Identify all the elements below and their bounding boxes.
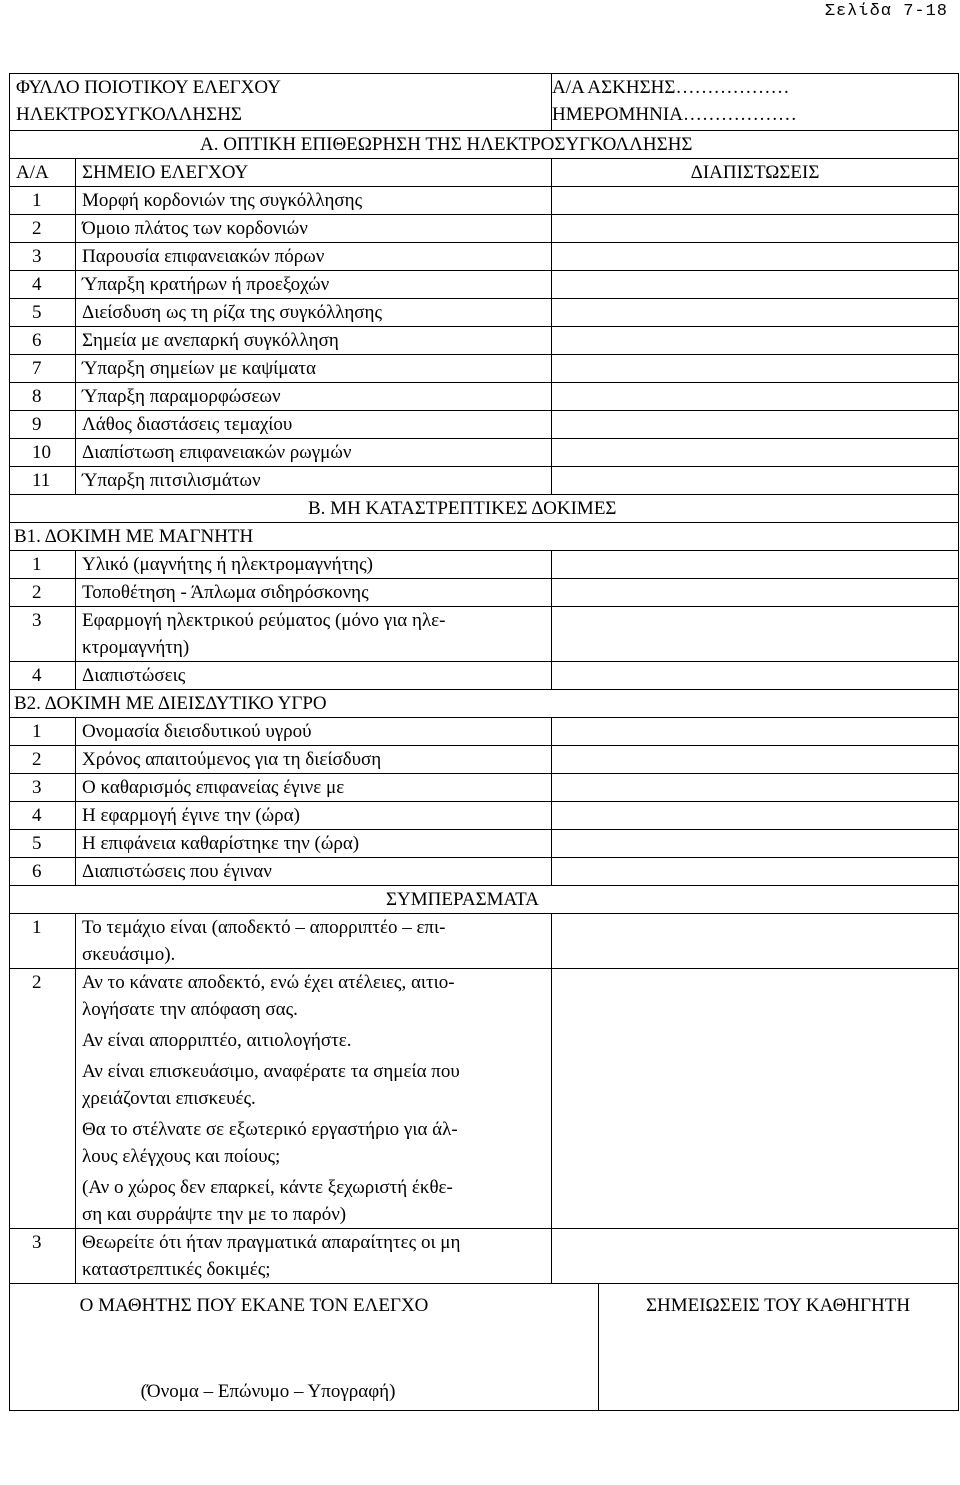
conclusion-row [10, 1229, 959, 1284]
inspection-item-text: Όμοιο πλάτος των κορδονιών [76, 215, 552, 243]
page-number-header: Σελίδα 7-18 [824, 2, 948, 21]
conclusion-question: Αν είναι απορριπτέο, αιτιολογήστε. [82, 1030, 352, 1051]
b2-item-text: Η επιφάνεια καθαρίστηκε την (ώρα) [76, 830, 552, 858]
inspection-item-no: 11 [10, 467, 76, 495]
inspection-item-text: Διείσδυση ως τη ρίζα της συγκόλλησης [76, 299, 552, 327]
b2-item-findings-field[interactable] [552, 718, 959, 746]
b2-item-findings-field[interactable] [552, 802, 959, 830]
b1-item-text: Υλικό (μαγνήτης ή ηλεκτρομαγνήτης) [76, 551, 552, 579]
conclusions-title: ΣΥΜΠΕΡΑΣΜΑΤΑ [10, 886, 959, 914]
inspection-item-findings-field[interactable] [552, 383, 959, 411]
inspection-item-row [10, 383, 959, 411]
column-header-check-point: ΣΗΜΕΙΟ ΕΛΕΓΧΟΥ [76, 159, 552, 187]
inspection-item-findings-field[interactable] [552, 411, 959, 439]
inspection-item-no: 3 [10, 243, 76, 271]
inspection-item-row [10, 327, 959, 355]
b1-item-row [10, 607, 959, 662]
conclusion-no: 3 [10, 1229, 76, 1284]
inspection-item-row [10, 299, 959, 327]
conclusion-question: Αν είναι επισκευάσιμο, αναφέρατε τα σημεία που χρειάζονται επισκευές. [82, 1061, 460, 1109]
b2-item-no: 1 [10, 718, 76, 746]
b2-item-findings-field[interactable] [552, 746, 959, 774]
inspection-item-row [10, 439, 959, 467]
section-a-header-row [10, 159, 959, 187]
b1-title: Β1. ΔΟΚΙΜΗ ΜΕ ΜΑΓΝΗΤΗ [10, 523, 959, 551]
conclusion-text: Θεωρείτε ότι ήταν πραγματικά απαραίτητες οι μη καταστρεπτικές δοκιμές; [76, 1229, 552, 1284]
b1-item-findings-field[interactable] [552, 579, 959, 607]
column-header-findings: ΔΙΑΠΙΣΤΩΣΕΙΣ [552, 159, 959, 187]
inspection-item-text: Διαπίστωση επιφανειακών ρωγμών [76, 439, 552, 467]
b2-item-findings-field[interactable] [552, 830, 959, 858]
section-b-title: Β. ΜΗ ΚΑΤΑΣΤΡΕΠΤΙΚΕΣ ΔΟΚΙΜΕΣ [10, 495, 959, 523]
form-body [10, 74, 959, 1411]
conclusion-text: Το τεμάχιο είναι (αποδεκτό – απορριπτέο – επι- σκευάσιμο). [76, 914, 552, 969]
b2-item-findings-field[interactable] [552, 858, 959, 886]
inspection-item-findings-field[interactable] [552, 327, 959, 355]
b1-item-text: Εφαρμογή ηλεκτρικού ρεύματος (μόνο για ηλε- κτρομαγνήτη) [76, 607, 552, 662]
conclusion-answer-field[interactable] [552, 1229, 959, 1284]
b2-item-no: 6 [10, 858, 76, 886]
inspection-item-row [10, 271, 959, 299]
b2-item-text: Διαπιστώσεις που έγιναν [76, 858, 552, 886]
inspection-item-text: Λάθος διαστάσεις τεμαχίου [76, 411, 552, 439]
section-a-title: Α. ΟΠΤΙΚΗ ΕΠΙΘΕΩΡΗΣΗ ΤΗΣ ΗΛΕΚΤΡΟΣΥΓΚΟΛΛΗΣΗΣ [10, 131, 959, 159]
conclusion-questions [76, 969, 552, 1229]
inspection-item-text: Μορφή κορδονιών της συγκόλλησης [76, 187, 552, 215]
inspection-item-findings-field[interactable] [552, 243, 959, 271]
b1-item-text: Τοποθέτηση - Άπλωμα σιδηρόσκονης [76, 579, 552, 607]
b2-item-text: Ονομασία διεισδυτικού υγρού [76, 718, 552, 746]
b2-item-row [10, 718, 959, 746]
signature-row [10, 1284, 959, 1411]
exercise-number-field[interactable]: Α/Α ΑΣΚΗΣΗΣ……………… [552, 77, 790, 98]
inspection-item-no: 9 [10, 411, 76, 439]
inspection-item-text: Ύπαρξη σημείων με καψίματα [76, 355, 552, 383]
inspection-item-row [10, 187, 959, 215]
inspection-item-text: Ύπαρξη πιτσιλισμάτων [76, 467, 552, 495]
teacher-notes-box[interactable] [599, 1284, 959, 1411]
inspection-item-no: 2 [10, 215, 76, 243]
b1-item-no: 1 [10, 551, 76, 579]
column-header-no: Α/Α [10, 159, 76, 187]
inspection-item-text: Ύπαρξη παραμορφώσεων [76, 383, 552, 411]
conclusions-title-row [10, 886, 959, 914]
b1-item-text: Διαπιστώσεις [76, 662, 552, 690]
b1-item-row [10, 662, 959, 690]
inspection-item-text: Παρουσία επιφανειακών πόρων [76, 243, 552, 271]
inspection-item-no: 6 [10, 327, 76, 355]
quality-control-form [9, 73, 959, 1411]
inspection-item-findings-field[interactable] [552, 215, 959, 243]
inspection-item-findings-field[interactable] [552, 299, 959, 327]
date-field[interactable]: ΗΜΕΡΟΜΗΝΙΑ……………… [552, 104, 797, 125]
conclusion-no: 2 [10, 969, 76, 1229]
conclusion-question: (Αν ο χώρος δεν επαρκεί, κάντε ξεχωριστή έκθε- ση και συρράψτε την με το παρόν) [82, 1177, 453, 1225]
b1-item-row [10, 579, 959, 607]
b1-item-no: 3 [10, 607, 76, 662]
b1-item-no: 2 [10, 579, 76, 607]
conclusion-question: Αν το κάνατε αποδεκτό, ενώ έχει ατέλειες, αιτιο- λογήσατε την απόφαση σας. [82, 972, 455, 1020]
inspection-item-findings-field[interactable] [552, 355, 959, 383]
b2-item-row [10, 830, 959, 858]
b2-item-no: 5 [10, 830, 76, 858]
inspection-item-row [10, 355, 959, 383]
form-title-line-2: ΗΛΕΚΤΡΟΣΥΓΚΟΛΛΗΣΗΣ [16, 104, 242, 125]
b2-item-no: 3 [10, 774, 76, 802]
b1-item-no: 4 [10, 662, 76, 690]
b1-item-row [10, 551, 959, 579]
inspection-item-row [10, 215, 959, 243]
inspection-item-row [10, 243, 959, 271]
inspection-item-no: 4 [10, 271, 76, 299]
conclusion-answer-field[interactable] [552, 914, 959, 969]
b1-item-findings-field[interactable] [552, 662, 959, 690]
b1-item-findings-field[interactable] [552, 551, 959, 579]
conclusion-no: 1 [10, 914, 76, 969]
inspection-item-no: 10 [10, 439, 76, 467]
conclusion-row [10, 969, 959, 1229]
b2-item-text: Χρόνος απαιτούμενος για τη διείσδυση [76, 746, 552, 774]
b1-title-row [10, 523, 959, 551]
b2-item-row [10, 746, 959, 774]
b2-item-text: Η εφαρμογή έγινε την (ώρα) [76, 802, 552, 830]
teacher-notes-label: ΣΗΜΕΙΩΣΕΙΣ ΤΟΥ ΚΑΘΗΓΗΤΗ [645, 1295, 911, 1316]
b2-title-row [10, 690, 959, 718]
form-title-row [10, 74, 959, 131]
conclusion-question: Θα το στέλνατε σε εξωτερικό εργαστήριο για άλ- λους ελέγχους και ποίους; [82, 1119, 458, 1167]
inspection-item-no: 7 [10, 355, 76, 383]
inspection-item-findings-field[interactable] [552, 439, 959, 467]
inspection-item-text: Σημεία με ανεπαρκή συγκόλληση [76, 327, 552, 355]
inspection-item-text: Ύπαρξη κρατήρων ή προεξοχών [76, 271, 552, 299]
inspection-item-row [10, 411, 959, 439]
inspection-item-findings-field[interactable] [552, 467, 959, 495]
inspection-item-row [10, 467, 959, 495]
student-signature-caption: (Όνομα – Επώνυμο – Υπογραφή) [140, 1381, 396, 1402]
inspection-item-no: 5 [10, 299, 76, 327]
b2-item-row [10, 774, 959, 802]
b2-item-row [10, 802, 959, 830]
inspection-item-findings-field[interactable] [552, 187, 959, 215]
inspection-item-no: 8 [10, 383, 76, 411]
conclusion-row [10, 914, 959, 969]
b2-item-findings-field[interactable] [552, 774, 959, 802]
section-b-title-row [10, 495, 959, 523]
student-signature-box[interactable] [10, 1284, 599, 1411]
form-title-line-1: ΦΥΛΛΟ ΠΟΙΟΤΙΚΟΥ ΕΛΕΓΧΟΥ [16, 77, 281, 98]
inspection-item-findings-field[interactable] [552, 271, 959, 299]
b2-item-no: 4 [10, 802, 76, 830]
b2-item-no: 2 [10, 746, 76, 774]
b2-item-text: Ο καθαρισμός επιφανείας έγινε με [76, 774, 552, 802]
b2-title: Β2. ΔΟΚΙΜΗ ΜΕ ΔΙΕΙΣΔΥΤΙΚΟ ΥΓΡΟ [10, 690, 959, 718]
student-label: Ο ΜΑΘΗΤΗΣ ΠΟΥ ΕΚΑΝΕ ΤΟΝ ΕΛΕΓΧΟ [79, 1295, 429, 1316]
section-a-title-row [10, 131, 959, 159]
b2-item-row [10, 858, 959, 886]
b1-item-findings-field[interactable] [552, 607, 959, 662]
conclusion-answer-field[interactable] [552, 969, 959, 1229]
inspection-item-no: 1 [10, 187, 76, 215]
